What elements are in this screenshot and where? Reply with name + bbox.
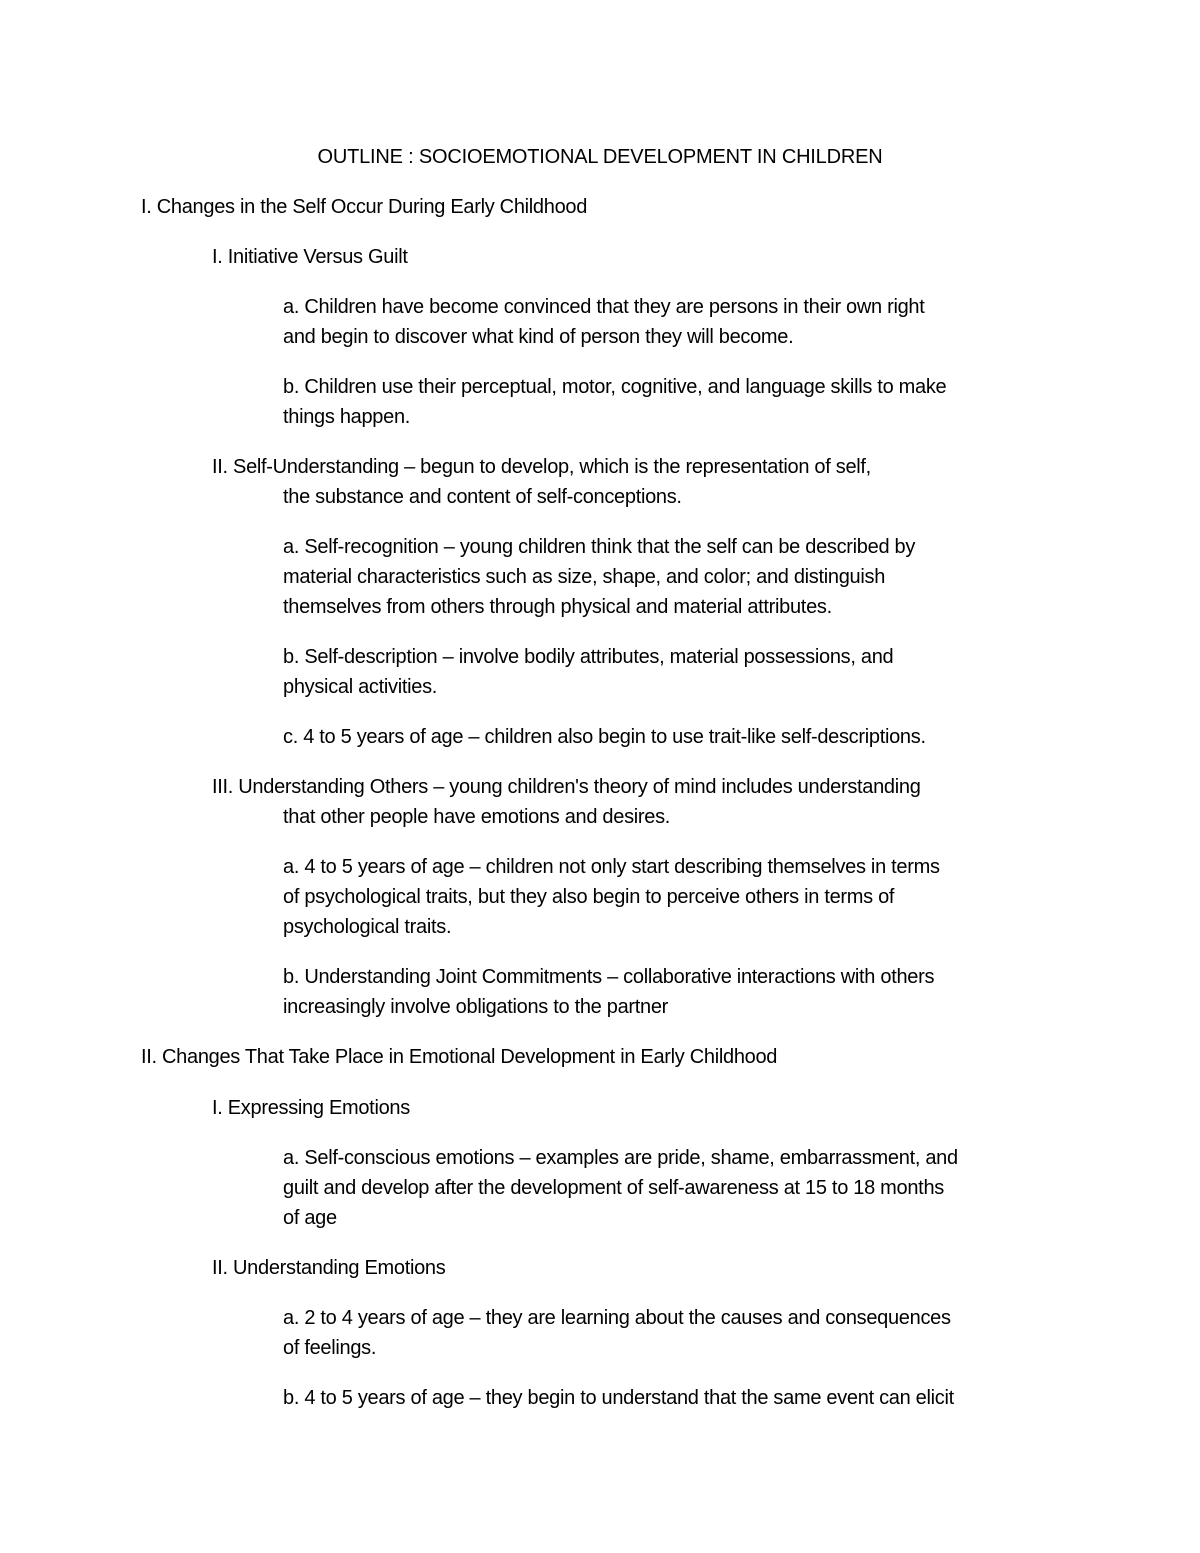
text-line: the substance and content of self-conceptions. — [283, 486, 682, 508]
section-1-sub-1-heading: I. Initiative Versus Guilt — [212, 246, 408, 268]
text-line: guilt and develop after the development of self-awareness at 15 to 18 months — [283, 1177, 944, 1199]
section-2-sub-2-item-a — [283, 1303, 1073, 1363]
section-2-sub-2-item-b — [283, 1383, 1073, 1413]
section-1-sub-3-item-a — [283, 852, 1073, 942]
text-line: that other people have emotions and desires. — [283, 806, 671, 828]
section-1-sub-1-item-b — [283, 372, 1073, 432]
text-line: physical activities. — [283, 676, 438, 698]
section-1-sub-1-item-a — [283, 292, 1073, 352]
text-line: a. Self-conscious emotions – examples are pride, shame, embarrassment, and — [283, 1147, 958, 1169]
section-1-sub-3-heading — [212, 772, 1072, 832]
text-line: b. Children use their perceptual, motor, cognitive, and language skills to make — [283, 376, 947, 398]
text-line: a. 4 to 5 years of age – children not only start describing themselves in terms — [283, 856, 940, 878]
text-line: III. Understanding Others – young children's theory of mind includes understanding — [212, 776, 921, 798]
section-1-sub-3-item-b — [283, 962, 1073, 1022]
text-line: psychological traits. — [283, 916, 452, 938]
section-2-heading: II. Changes That Take Place in Emotional Development in Early Childhood — [141, 1046, 778, 1068]
text-line: themselves from others through physical and material attributes. — [283, 596, 832, 618]
text-line: b. 4 to 5 years of age – they begin to understand that the same event can elicit — [283, 1387, 954, 1409]
text-line: b. Self-description – involve bodily attributes, material possessions, and — [283, 646, 894, 668]
text-line: a. 2 to 4 years of age – they are learning about the causes and consequences — [283, 1307, 951, 1329]
section-1-sub-2-item-a — [283, 532, 1073, 622]
section-2-sub-1-item-a — [283, 1143, 1073, 1233]
text-line: of psychological traits, but they also begin to perceive others in terms of — [283, 886, 895, 908]
text-line: a. Self-recognition – young children think that the self can be described by — [283, 536, 916, 558]
text-line: of feelings. — [283, 1337, 377, 1359]
section-1-sub-2-item-c — [283, 722, 1073, 752]
text-line: material characteristics such as size, shape, and color; and distinguish — [283, 566, 886, 588]
section-2-sub-2-heading: II. Understanding Emotions — [212, 1257, 446, 1279]
section-1-sub-2-heading — [212, 452, 1072, 512]
text-line: a. Children have become convinced that they are persons in their own right — [283, 296, 925, 318]
text-line: increasingly involve obligations to the partner — [283, 996, 669, 1018]
text-line: II. Self-Understanding – begun to develop, which is the representation of self, — [212, 456, 871, 478]
section-1-sub-2-item-b — [283, 642, 1073, 702]
text-line: and begin to discover what kind of person they will become. — [283, 326, 794, 348]
text-line: c. 4 to 5 years of age – children also begin to use trait-like self-descriptions. — [283, 726, 926, 748]
text-line: things happen. — [283, 406, 411, 428]
text-line: of age — [283, 1207, 337, 1229]
section-1-heading: I. Changes in the Self Occur During Early Childhood — [141, 196, 588, 218]
section-2-sub-1-heading: I. Expressing Emotions — [212, 1097, 410, 1119]
text-line: b. Understanding Joint Commitments – collaborative interactions with others — [283, 966, 935, 988]
document-title: OUTLINE : SOCIOEMOTIONAL DEVELOPMENT IN CHILDREN — [317, 146, 883, 168]
